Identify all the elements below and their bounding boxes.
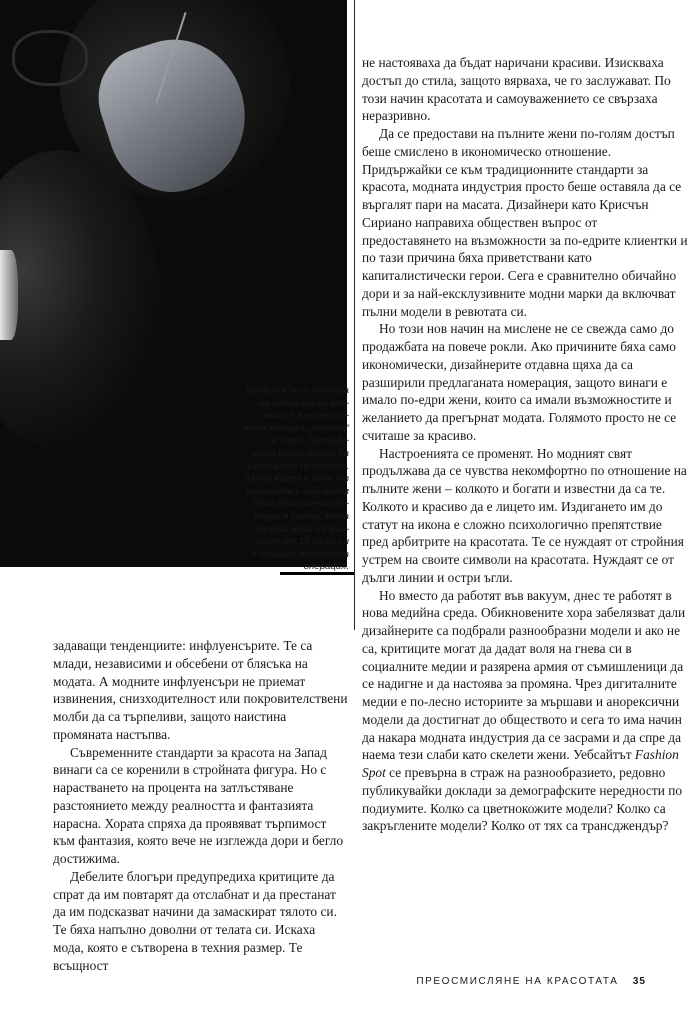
column-divider — [354, 0, 355, 630]
paragraph: задаващи тенденциите: инфлуенсърите. Те са млади, независими и обсебени от блясъка на модата. А модните инфлуенсъри не приемат извинения, снизходителност или покровителствени молби да са търпеливи, защото наистина промяната настъпва. — [53, 638, 348, 742]
paragraph: Но този нов начин на мислене не се свежда само до продажбата на повече рокли. Ако причините бяха само икономически, дизайнерите отдавна щяха да са разширили предлаганата номерация, защото винаги е имало по-едри жени, които са имали възможностите и желанието да прегърнат модата. Голямото просто не се считаше за красиво. — [362, 321, 677, 443]
paragraph: Настроенията се променят. Но модният свят продължава да се чувства некомфортно по отношение на пълните жени – колкото и богати и известни да са те. Колкото и красиво да е лицето им. Издигането им до статут на икона е сложно психологично препятствие пред арбитрите на красотата. Те се нуждаят от стройния устрем на своите символи на красотата. Нуждаят се от дълги линии и остри ъгли. — [362, 445, 687, 585]
photo-caption — [189, 385, 349, 574]
caption-line: раст от 19 до 29 си — [256, 536, 349, 548]
caption-line: ната клиника „Хюндай“ — [242, 422, 349, 434]
paragraph: Дебелите блогъри предупредиха критиците да спрат да им повтарят да отслабнат и да престанат да им подсказват начини да замаскират тялото си. Те бяха напълно доволни от телата си. Искаха мода, която е сътворена в техния размер. Те всъщност — [53, 868, 337, 973]
caption-line: е правила пластична — [251, 548, 349, 560]
caption-line: рации в света; всяка — [253, 510, 349, 522]
paragraph: Но вместо да работят във вакуум, днес те работят в нова медийна среда. Обикновените хора забелязват дали дизайнерите са подбрали разнообразни модели и ако не са, критиците могат да дадат воля на гнева си в социалните медии и разярена армия от съмишленици да се надигне и да настоява за промяна. Чрез дигиталните медии е по-лесно историите за мършави и анорексични модели да достигнат до обществото и сега то има начин да накара модната индустрия да се засрами и да спре да наема тези слаби като скелети жени. Уебсайтът Fashion Spot се превърна в страж на разнообразието, редовно публикувайки доклади за демографските нередности по подиумите. Колко са цветнокожите модели? Колко са закръглените модели? Колко от тях са трансджендър? — [362, 587, 686, 834]
caption-line: Хеджин Юн се подлага — [245, 385, 349, 396]
page-number: 35 — [632, 976, 646, 987]
caption-line: рата прави очите да — [251, 447, 349, 459]
caption-line: брой пластични опе- — [253, 498, 349, 510]
caption-line: пачите в естетич- — [260, 410, 349, 422]
caption-line: трета жена на Въз- — [256, 523, 349, 535]
paragraph: не настояваха да бъдат наричани красиви. Изискваха достъп до стила, защото вярваха, че го заслужават. По този начин красотата и самоуважението се свързаха неразривно. — [362, 55, 671, 124]
paragraph: Да се предостави на пълните жени по-голям достъп беше смислено в икономическо отношение. Придържайки се към традиционните стандарти за красота, модната индустрия просто беше оставяла да се въргалят пари на масата. Дизайнери като Крисчън Сириано направиха обществен въпрос от предоставянето на възможности за по-едрите клиентки и по тази причина бяха приветствани като капиталистически герои. Сега е сравнително обичайно дори и за най-ексклузивните модни марки да включват пълни модели в ревютата си. — [362, 126, 688, 319]
caption-line: Южна Корея е една от — [244, 473, 349, 485]
page-footer — [416, 976, 646, 987]
website-name: Fashion Spot — [362, 747, 679, 780]
caption-line: страните с най-голям — [245, 485, 349, 497]
paragraph: Съвременните стандарти за красота на Запад винаги са се коренили в стройната фигура. Но с нарастването на процента на затлъстяване разстоянието между реалността и фантазията нарасна. Хората спряха да проявяват търпимост към фантазия, която вече не изглежда дори и бегло достижима. — [53, 744, 344, 866]
glasses-shape — [12, 30, 88, 86]
left-text-column — [53, 637, 349, 974]
section-title: ПРЕОСМИСЛЯНЕ НА КРАСОТАТА — [416, 976, 619, 987]
caption-line: операция. — [303, 561, 349, 573]
caption-rule — [280, 572, 354, 575]
right-text-column — [362, 54, 688, 835]
caption-line: изглеждат по-големи. — [247, 460, 349, 472]
caption-line: в Сеул. Процеду- — [272, 435, 349, 447]
caption-line: на операция на кле- — [258, 397, 349, 409]
